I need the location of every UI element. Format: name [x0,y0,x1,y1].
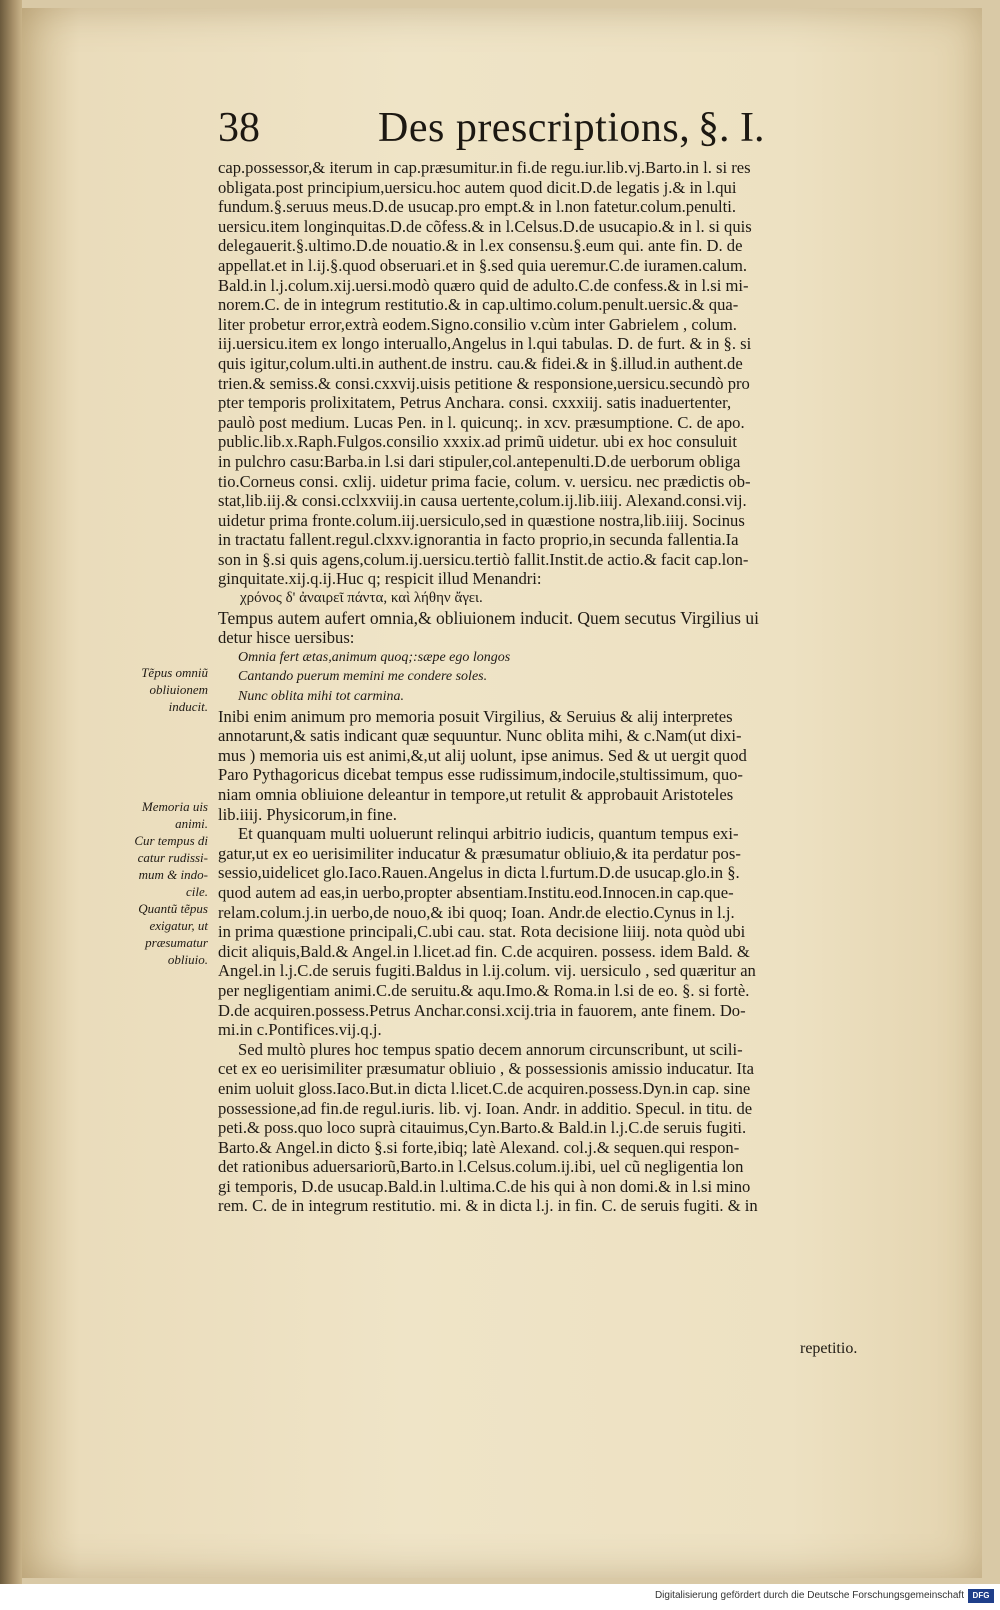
text-line: Inibi enim animum pro memoria posuit Virgilius, & Seruius & alij interpretes [218,706,733,726]
margin-note-memoria [112,798,208,968]
margin-note-tempus [112,664,208,715]
text-line: lib.iiij. Physicorum,in fine. [218,804,397,824]
text-line: sessio,uidelicet glo.Iaco.Rauen.Angelus in dicta l.furtum.D.de usucap.glo.in §. [218,863,740,883]
body-text [218,158,886,1216]
page-header [0,100,1000,160]
text-line: uersicu.item longinquitas.D.de cõfess.& in l.Celsus.D.de usucapio.& in l. si quis [218,216,752,236]
text-line: Tempus autem aufert omnia,& obliuionem inducit. Quem secutus Virgilius ui [218,608,759,628]
text-line: in pulchro casu:Barba.in l.si dari stipuler,col.antepenulti.D.de uerborum obliga [218,451,741,471]
text-line: per negligentiam animi.C.de seruitu.& aqu.Imo.& Roma.in l.si de eo. §. si fortè. [218,980,750,1000]
text-line: relam.colum.j.in uerbo,de nouo,& ibi quoq; Ioan. Andr.de electio.Cynus in l.j. [218,902,735,922]
text-line: stat,lib.iij.& consi.cclxxviij.in causa uertente,colum.ij.lib.iiij. Alexand.consi.vij. [218,491,747,511]
margin-note-line: animi. [175,816,208,831]
text-line: Omnia fert ætas,animum quoq;:sæpe ego longos [238,649,511,665]
text-line: mus ) memoria uis est animi,&,ut alij uolunt, ipse animus. Sed & ut uergit quod [218,745,747,765]
text-line: paulò post medium. Lucas Pen. in l. quicunq;. in xcv. præsumptione. C. de apo. [218,412,745,432]
text-line: liter probetur error,extrà eodem.Signo.consilio v.cùm inter Gabrielem , colum. [218,314,737,334]
page-number: 38 [218,105,260,151]
text-line: annotarunt,& satis indicant quæ sequuntur. Nunc oblita mihi, & c.Nam(ut dixi- [218,726,742,746]
text-line: obligata.post principium,uersicu.hoc autem quod dicit.D.de legatis j.& in l.qui [218,177,737,197]
text-line: uidetur prima fronte.colum.iij.uersiculo,sed in quæstione nostra,lib.iiij. Socinus [218,510,745,530]
text-line: Barto.& Angel.in dicto §.si forte,ibiq; latè Alexand. col.j.& sequen.qui respon- [218,1137,740,1157]
margin-note-line: Quantũ tẽpus [138,901,208,916]
funding-credit: Digitalisierung gefördert durch die Deutsche Forschungsgemeinschaft [654,1590,964,1601]
margin-note-line: obliuio. [167,952,208,967]
text-line: norem.C. de in integrum restitutio.& in cap.ultimo.colum.penult.uersic.& qua- [218,295,739,315]
text-line: rem. C. de in integrum restitutio. mi. & in dicta l.j. in fin. C. de seruis fugiti. & in [218,1196,758,1216]
text-line: peti.& poss.quo loco suprà citauimus,Cyn.Barto.& Bald.in l.j.C.de seruis fugiti. [218,1118,747,1138]
text-line: gi temporis, D.de usucap.Bald.in l.ultima.C.de his qui à non domi.& in l.si mino [218,1176,751,1196]
text-line: Cantando puerum memini me condere soles. [238,669,488,685]
catchword: repetitio. [800,1340,858,1357]
text-line: possessione,ad fin.de regul.iuris. lib. vj. Ioan. Andr. in additio. Specul. in titu. de [218,1098,753,1118]
text-line: Et quanquam multi uoluerunt relinqui arbitrio iudicis, quantum tempus exi- [238,824,739,844]
margin-note-line: cile. [185,884,208,899]
margin-note-line: obliuionem [149,682,208,697]
text-line: Nunc oblita mihi tot carmina. [238,689,405,705]
margin-note-line: inducit. [168,699,208,714]
text-line: fundum.§.seruus meus.D.de usucap.pro empt.& in l.non fatetur.colum.penulti. [218,197,737,217]
text-line: cet ex eo uerisimiliter præsumatur obliuio , & possessionis amissio inducatur. Ita [218,1059,754,1079]
text-line: Paro Pythagoricus dicebat tempus esse rudissimum,indocile,stultissimum, quo- [218,765,743,785]
margin-note-line: Memoria uis [141,799,208,814]
margin-note-line: præsumatur [145,935,208,950]
running-title: Des prescriptions, [378,105,691,151]
text-line: mi.in c.Pontifices.vij.q.j. [218,1020,382,1040]
text-line: trien.& semiss.& consi.cxxvij.uisis petitione & responsione,uersicu.secundò pro [218,373,750,393]
text-line: Sed multò plures hoc tempus spatio decem annorum circunscribunt, ut scili- [238,1039,743,1059]
text-line: detur hisce uersibus: [218,628,355,648]
text-line: enim uoluit gloss.Iaco.But.in dicta l.licet.C.de acquiren.possess.Dyn.in cap. sine [218,1078,751,1098]
section-mark: §. I. [698,105,765,151]
text-line: niam omnia obliuione deleantur in tempore,ut retulit & approbauit Aristoteles [218,785,734,804]
text-line: iij.uersicu.item ex longo interuallo,Angelus in l.qui tabulas. D. de furt. & in §. si [218,334,752,354]
text-line: ginquitate.xij.q.ij.Huc q; respicit illud Menandri: [218,569,542,589]
text-line: χρόνος δ' ἀναιρεῖ πάντα, καὶ λήθην ἄγει. [240,590,483,607]
text-line: tio.Corneus consi. cxlij. uidetur prima facie, colum. v. uersicu. nec prædictis ob- [218,471,751,491]
text-line: delegauerit.§.ultimo.D.de nouatio.& in l.ex consensu.§.eum qui. ante fin. D. de [218,236,743,256]
text-line: quis igitur,colum.ulti.in authent.de instru. cau.& fidei.& in §.illud.in authent.de [218,353,743,373]
text-line: cap.possessor,& iterum in cap.præsumitur.in fi.de regu.iur.lib.vj.Barto.in l. si res [218,158,751,177]
margin-note-line: Cur tempus di [134,833,208,848]
text-line: in prima quæstione principali,C.ubi cau. stat. Rota decisione liiij. nota quòd ubi [218,922,746,942]
margin-note-line: exigatur, ut [149,918,208,933]
text-line: Angel.in l.j.C.de seruis fugiti.Baldus in l.ij.colum. vij. uersiculo , sed quæritur an [218,961,756,981]
text-line: in tractatu fallent.regul.clxxv.ignorantia in facto proprio,in secunda fallentia.Ia [218,530,739,550]
text-line: quod autem ad eas,in uerbo,propter absentiam.Institu.eod.Innocen.in cap.que- [218,882,734,902]
text-line: appellat.et in l.ij.§.quod obseruari.et in §.sed quia ueremur.C.de iuramen.calum. [218,255,748,275]
text-line: D.de acquiren.possess.Petrus Anchar.consi.xcij.tria in fauorem, ante finem. Do- [218,1000,746,1020]
margin-note-line: catur rudissi- [137,850,208,865]
text-line: public.lib.x.Raph.Fulgos.consilio xxxix.ad primũ uidetur. ubi ex hoc consuluit [218,432,737,452]
text-line: pter temporis prolixitatem, Petrus Anchara. consi. cxxxiij. satis inaduertenter, [218,393,732,413]
digitization-footer [0,1584,1000,1610]
margin-note-line: mum & indo- [138,867,208,882]
text-line: son in §.si quis agens,colum.ij.uersicu.tertiò fallit.Instit.de actio.& facit cap.lon- [218,549,749,569]
text-line: Bald.in l.j.colum.xij.uersi.modò quæro quid de adulto.C.de confess.& in l.si mi- [218,275,749,295]
text-line: det rationibus aduersariorũ,Barto.in l.Celsus.colum.ij.ibi, uel cũ negligentia lon [218,1157,744,1177]
text-line: gatur,ut ex eo uerisimiliter inducatur & præsumatur obliuio,& ita perdatur pos- [218,843,741,863]
text-line: dicit aliquis,Bald.& Angel.in l.licet.ad fin. C.de acquiren. possess. idem Bald. & [218,941,750,961]
margin-note-line: Tẽpus omniũ [141,665,208,680]
book-spine [0,0,22,1610]
dfg-logo: DFG [968,1589,994,1603]
